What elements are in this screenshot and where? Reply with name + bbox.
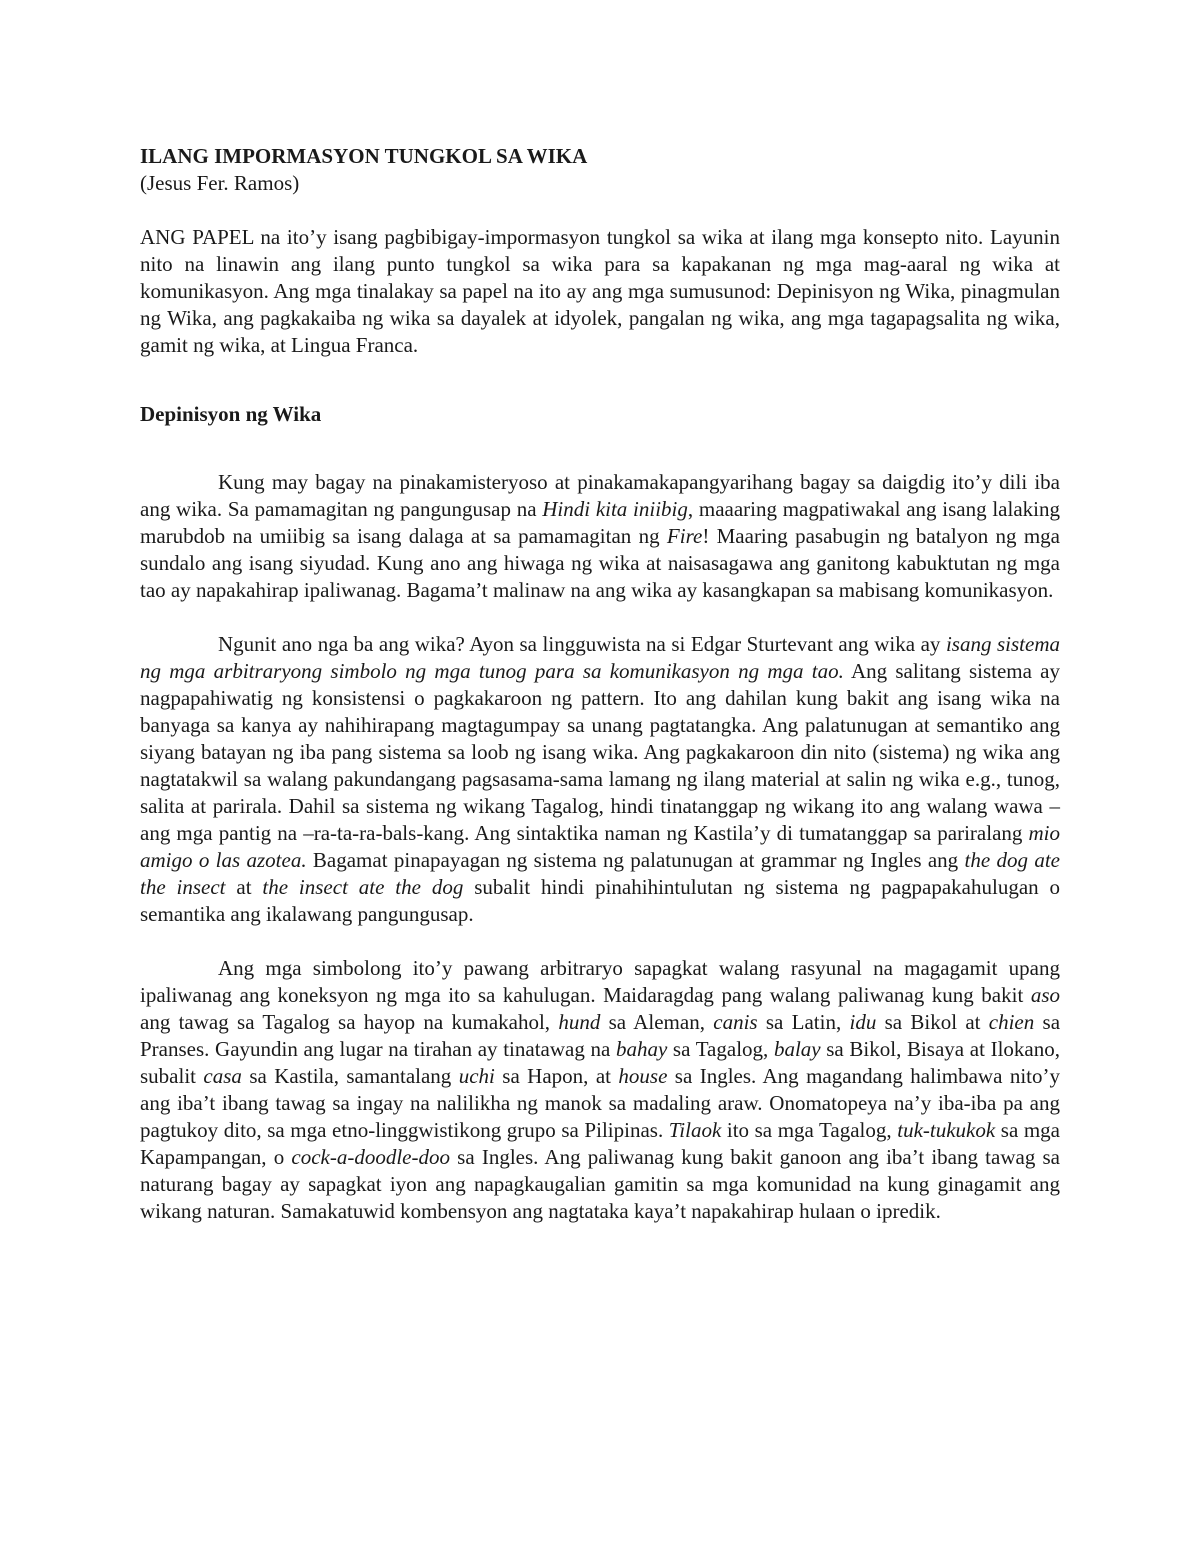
text-run: sa Pranses. Gayundin ang lugar na tirahan ay tinatawag na <box>140 1010 1061 1061</box>
document-page <box>140 143 1060 1252</box>
italic-term: mio amigo o las azotea. <box>140 821 1060 872</box>
italic-term: Fire <box>666 524 703 548</box>
intro-paragraph: ANG PAPEL na ito’y isang pagbibigay-impormasyon tungkol sa wika at ilang mga konsepto nito. Layunin nito na linawin ang ilang punto tungkol sa wika para sa kapakanan ng mga mag-aaral ng wika at komunikasyon. Ang mga tinalakay sa papel na ito ay ang mga sumusunod: Depinisyon ng Wika, pinagmulan ng Wika, ang pagkakaiba ng wika sa dayalek at idyolek, pangalan ng wika, ang mga tagapagsalita ng wika, gamit ng wika, at Lingua Franca. <box>140 225 1060 357</box>
text-run: Bagamat pinapayagan ng sistema ng palatunugan at grammar ng Ingles ang <box>306 848 965 872</box>
text-run: sa Hapon, at <box>494 1064 619 1088</box>
text-run: ito sa mga Tagalog, <box>721 1118 898 1142</box>
italic-term: Hindi kita iniibig <box>542 497 688 521</box>
italic-term: casa <box>203 1064 242 1088</box>
text-run: sa Bikol, Bisaya at Ilokano, subalit <box>140 1037 1060 1088</box>
text-run: sa Latin, <box>757 1010 850 1034</box>
text-run: sa Bikol at <box>876 1010 989 1034</box>
italic-term: uchi <box>458 1064 495 1088</box>
italic-term: Tilaok <box>668 1118 722 1142</box>
italic-term: cock-a-doodle-doo <box>291 1145 450 1169</box>
italic-term: the insect ate the dog <box>262 875 464 899</box>
italic-term: idu <box>849 1010 877 1034</box>
italic-term: house <box>618 1064 668 1088</box>
text-run: subalit hindi pinahihintulutan ng sistema ng pagpapakahulugan o semantika ang ikalawang pangungusap. <box>140 875 1061 926</box>
document-title: ILANG IMPORMASYON TUNGKOL SA WIKA <box>140 144 588 168</box>
text-run: ang tawag sa Tagalog sa hayop na kumakahol, <box>140 1010 559 1034</box>
text-run: at <box>225 875 263 899</box>
text-run: sa Kastila, samantalang <box>241 1064 459 1088</box>
italic-term: chien <box>988 1010 1035 1034</box>
text-run: , maaaring magpatiwakal ang isang lalaking marubdob na umiibig sa isang dalaga at sa pamamagitan ng <box>140 497 1060 548</box>
italic-term: isang sistema ng mga arbitraryong simbolo ng mga tunog para sa komunikasyon ng mga tao. <box>140 632 1060 683</box>
italic-term: hund <box>558 1010 601 1034</box>
text-run: sa mga Kapampangan, o <box>140 1118 1060 1169</box>
text-run: Ang salitang sistema ay nagpapahiwatig ng konsistensi o pagkakaroon ng pattern. Ito ang dahilan kung bakit ang isang wika na banyaga sa kanya ay nahihirapang magtagumpay sa unang pagtatangka. Ang palatunugan at semantiko ang siyang batayan ng iba pang sistema sa loob ng isang wika. Ang pagkakaroon din nito (sistema) ng wika ang nagtatakwil sa walang pakundangang pagsasama-sama lamang ng ilang material at salin ng wika e.g., tunog, salita at parirala. Dahil sa sistema ng wikang Tagalog, hindi tinatanggap ng wikang ito ang walang wawa – ang mga pantig na –ra-ta-ra-bals-kang. Ang sintaktika naman ng Kastila’y di tumatanggap sa pariralang <box>140 659 1060 845</box>
text-run: sa Ingles. Ang magandang halimbawa nito’y ang iba’t ibang tawag sa ingay na nalilikha ng manok sa madaling araw. Onomatopeya na’y iba-iba pa ang pagtukoy dito, sa mga etno-linggwistikong grupo sa Pilipinas. <box>140 1064 1060 1142</box>
text-run: Ang mga simbolong ito’y pawang arbitraryo sapagkat walang rasyunal na magagamit upang ipaliwanag ang koneksyon ng mga ito sa kahulugan. Maidaragdag pang walang paliwanag kung bakit <box>140 956 1060 1007</box>
text-run: sa Aleman, <box>600 1010 714 1034</box>
italic-term: bahay <box>615 1037 668 1061</box>
italic-term: the dog ate the insect <box>140 848 1060 899</box>
paragraph-3 <box>140 955 1060 1225</box>
italic-term: aso <box>1030 983 1060 1007</box>
section-heading: Depinisyon ng Wika <box>140 402 322 426</box>
italic-term: balay <box>773 1037 821 1061</box>
document-author: (Jesus Fer. Ramos) <box>140 171 300 195</box>
italic-term: canis <box>713 1010 758 1034</box>
text-run: sa Tagalog, <box>667 1037 774 1061</box>
text-run: Kung may bagay na pinakamisteryoso at pinakamakapangyarihang bagay sa daigdig ito’y dili iba ang wika. Sa pamamagitan ng pangungusap na <box>140 470 1060 521</box>
text-run: sa Ingles. Ang paliwanag kung bakit ganoon ang iba’t ibang tawag sa naturang bagay ay sapagkat iyon ang napagkaugalian gamitin sa mga komunidad na kung ginagamit ang wikang naturan. Samakatuwid kombensyon ang nagtataka kaya’t napakahirap hulaan o ipredik. <box>140 1145 1060 1223</box>
text-run: ! Maaring pasabugin ng batalyon ng mga sundalo ang isang siyudad. Kung ano ang hiwaga ng wika at naisasagawa ang ganitong kabuktutan ng mga tao ay napakahirap ipaliwanag. Bagama’t malinaw na ang wika ay kasangkapan sa mabisang komunikasyon. <box>140 524 1060 602</box>
text-run: Ngunit ano nga ba ang wika? Ayon sa lingguwista na si Edgar Sturtevant ang wika ay <box>218 632 946 656</box>
paragraph-2 <box>140 631 1060 928</box>
italic-term: tuk-tukukok <box>897 1118 996 1142</box>
paragraph-1 <box>140 469 1060 604</box>
